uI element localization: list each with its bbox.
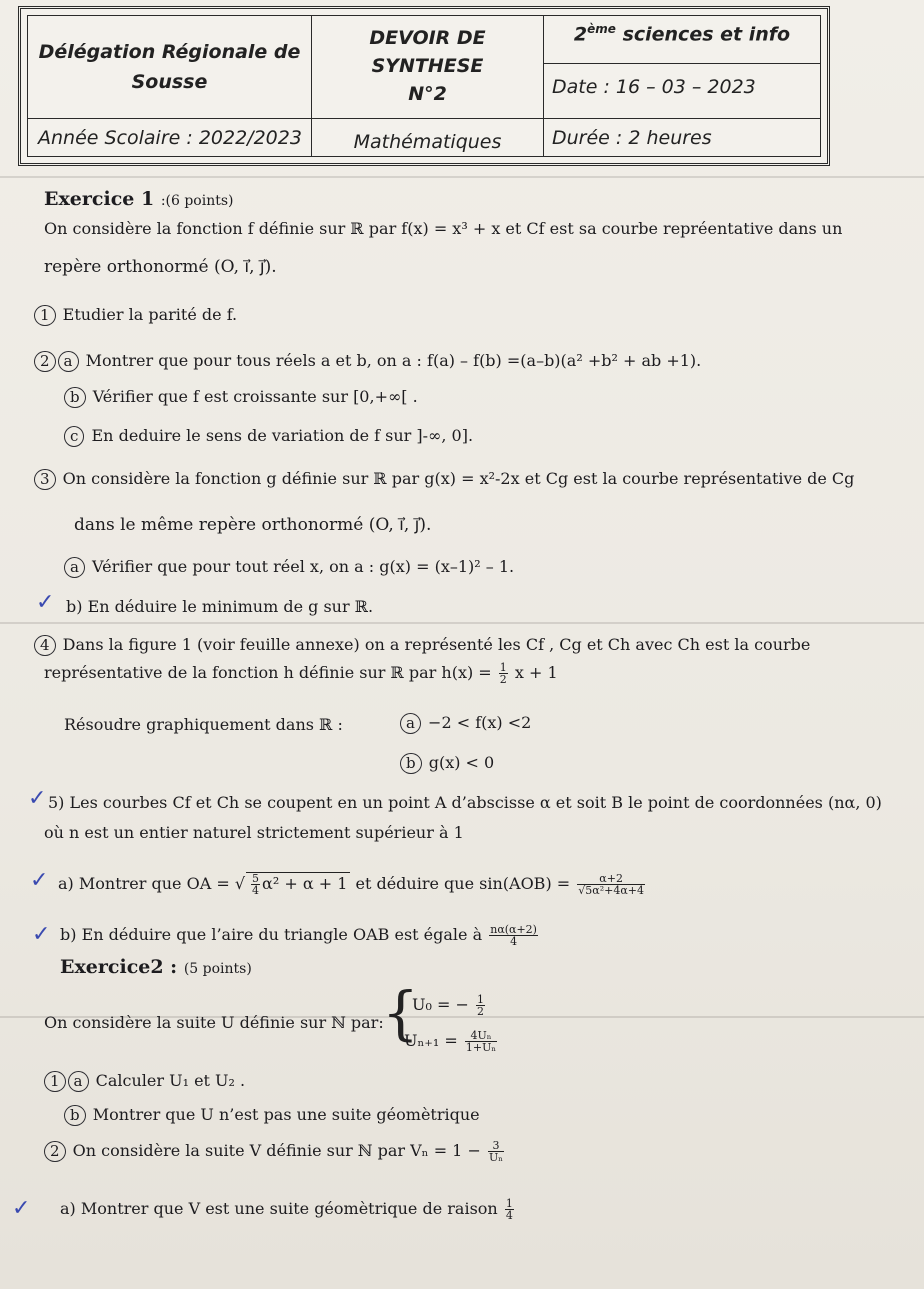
frac-num: nα(α+2)	[490, 923, 537, 936]
ex1-question-5-line2: où n est un entier naturel strictement supérieur à 1	[44, 823, 464, 842]
exercise-1-heading: Exercice 1	[44, 188, 155, 210]
ex1-intro-line2: repère orthonormé (O, i⃗, j⃗).	[44, 257, 277, 277]
vn-fraction	[488, 1140, 504, 1163]
frac-den: 2	[476, 1005, 484, 1018]
ex2-question-1a	[44, 1070, 245, 1092]
q4-text-line1: Dans la figure 1 (voir feuille annexe) on a représenté les Cf , Cg et Ch avec Ch est la courbe	[62, 635, 811, 654]
q5b-text: b) En déduire que l’aire du triangle OAB est égale à	[60, 925, 483, 944]
q4b-label-circle: b	[400, 753, 422, 774]
ex1-question-4	[34, 634, 810, 656]
ex2-q2-number-circle: 2	[44, 1141, 66, 1162]
ex1-question-4b	[400, 752, 494, 774]
q3a-label-circle: a	[64, 557, 85, 578]
ex1-question-5-line1: 5) Les courbes Cf et Ch se coupent en un point A d’abscisse α et soit B le point de coordonnées (nα, 0)	[48, 793, 882, 812]
ex1-question-3	[34, 468, 854, 490]
q4-number-circle: 4	[34, 635, 56, 656]
exam-header-table	[18, 6, 830, 166]
exercise-2-points: (5 points)	[183, 961, 252, 977]
frac-num: α+2	[577, 873, 645, 885]
q2a-text: Montrer que pour tous réels a et b, on a : f(a) – f(b) =(a–b)(a² +b² + ab +1).	[85, 351, 702, 370]
ex1-question-3-line2: dans le même repère orthonormé (O, i⃗, j⃗).	[74, 515, 432, 535]
devoir-cell	[312, 16, 544, 119]
delegation-cell: Délégation Régionale de Sousse	[28, 16, 312, 119]
ex2-u0	[412, 994, 487, 1017]
exercise-1-title	[44, 188, 234, 212]
u0-text: U₀ = −	[412, 995, 469, 1014]
q4-text-end: x + 1	[514, 663, 558, 682]
un1-fraction	[465, 1030, 497, 1053]
ex2-un1	[404, 1030, 499, 1053]
frac-num: 4Uₙ	[465, 1030, 497, 1042]
ex1-question-2b	[64, 386, 418, 408]
exercise-2-title	[60, 956, 252, 980]
q3-number-circle: 3	[34, 469, 56, 490]
ex1-question-4-line2	[44, 662, 558, 685]
q5a-text-start: a) Montrer que OA =	[58, 874, 230, 893]
class-label: sciences et info	[622, 23, 791, 46]
frac-den: 4	[510, 935, 518, 948]
check-mark-icon: ✓	[32, 922, 51, 947]
frac-den: 4	[505, 1209, 513, 1222]
frac-den: 4	[252, 884, 260, 897]
ex2-q1-number-circle: 1	[44, 1071, 66, 1092]
q5a-sqrt	[246, 872, 350, 896]
check-mark-icon: ✓	[36, 590, 55, 615]
ex1-question-3b: b) En déduire le minimum de g sur ℝ.	[66, 597, 374, 616]
ex2-q1a-label-circle: a	[68, 1071, 89, 1092]
devoir-title: DEVOIR DE SYNTHESE	[369, 27, 486, 77]
q1-text: Etudier la parité de f.	[62, 305, 238, 324]
q4-fraction	[499, 662, 508, 685]
ex2-q2a-text: a) Montrer que V est une suite géomètrique de raison	[60, 1199, 498, 1218]
date-cell: Date : 16 – 03 – 2023	[544, 64, 820, 119]
q2b-label-circle: b	[64, 387, 86, 408]
frac-num: 3	[488, 1140, 504, 1152]
q4b-text: g(x) < 0	[428, 753, 495, 772]
ex2-intro: On considère la suite U définie sur ℕ par:	[44, 1013, 384, 1032]
ratio-fraction	[505, 1198, 514, 1221]
ex2-question-2	[44, 1140, 506, 1163]
un1-text: Uₙ₊₁ =	[404, 1031, 458, 1050]
frac-den: Uₙ	[488, 1151, 503, 1164]
ex1-question-2a	[34, 350, 701, 372]
q1-number-circle: 1	[34, 305, 56, 326]
check-mark-icon: ✓	[12, 1196, 31, 1221]
ex1-question-1	[34, 304, 237, 326]
paper-fold	[0, 176, 924, 178]
u0-fraction	[476, 994, 485, 1017]
devoir-number: N°2	[408, 83, 447, 105]
class-number: 2	[573, 23, 588, 46]
ex1-question-5b	[60, 924, 540, 947]
q4-text-line2: représentative de la fonction h définie sur ℝ par h(x) =	[44, 663, 492, 682]
class-sup: ème	[587, 22, 616, 36]
exercise-1-points: :(6 points)	[160, 193, 234, 209]
q2b-text: Vérifier que f est croissante sur [0,+∞[ .	[92, 387, 418, 406]
frac-den: √5α²+4α+4	[578, 884, 644, 897]
q2c-text: En deduire le sens de variation de f sur ]-∞, 0].	[91, 426, 474, 445]
q2-number-circle: 2	[34, 351, 56, 372]
ex2-q2-text: On considère la suite V définie sur ℕ par Vₙ = 1 −	[72, 1141, 481, 1160]
ex2-q1a-text: Calculer U₁ et U₂ .	[95, 1071, 246, 1090]
frac-num: 1	[499, 661, 507, 674]
q5a-result-fraction	[577, 873, 645, 896]
frac-num: 1	[476, 993, 484, 1006]
ex2-q1b-text: Montrer que U n’est pas une suite géomètrique	[92, 1105, 480, 1124]
subject-cell: Mathématiques	[312, 119, 544, 156]
ex2-q1b-label-circle: b	[64, 1105, 86, 1126]
paper-fold	[0, 622, 924, 624]
duration-cell: Durée : 2 heures	[552, 127, 712, 149]
check-mark-icon: ✓	[28, 786, 47, 811]
ex1-intro-line1: On considère la fonction f définie sur ℝ par f(x) = x³ + x et Cf est sa courbe repréentative dans un	[44, 219, 843, 238]
ex1-question-4a	[400, 712, 531, 734]
ex2-question-1b	[64, 1104, 480, 1126]
q2a-label-circle: a	[58, 351, 79, 372]
q5a-sqrt-rest: α² + α + 1	[262, 874, 348, 893]
frac-num: 1	[505, 1197, 513, 1210]
q4a-label-circle: a	[400, 713, 421, 734]
q2c-label-circle: c	[64, 426, 84, 447]
exercise-2-heading: Exercice2 :	[60, 956, 178, 978]
ex1-question-2c	[64, 425, 473, 447]
ex1-question-4-resoudre: Résoudre graphiquement dans ℝ :	[64, 715, 343, 734]
frac-num: 5	[252, 872, 260, 885]
check-mark-icon: ✓	[30, 868, 49, 893]
class-cell	[544, 16, 820, 64]
frac-den: 1+Uₙ	[465, 1041, 497, 1054]
ex1-question-5a: a) Montrer que OA = √ $\frac{5}{4}$ α² + α + 1 et déduire que sin(AOB) = $\frac{\alpha+2}{\text{√5α²+4α+4}}$	[58, 872, 644, 897]
q5a-fraction	[251, 873, 260, 896]
ex1-question-3a	[64, 556, 514, 578]
q4a-text: −2 < f(x) <2	[428, 713, 532, 732]
q3a-text: Vérifier que pour tout réel x, on a : g(x) = (x–1)² – 1.	[92, 557, 515, 576]
q5b-fraction	[489, 924, 538, 947]
q5a-text-mid: et déduire que sin(AOB) =	[355, 874, 571, 893]
frac-den: 2	[499, 673, 507, 686]
school-year-cell: Année Scolaire : 2022/2023	[28, 119, 312, 156]
q3-text-line1: On considère la fonction g définie sur ℝ par g(x) = x²-2x et Cg est la courbe représentative de Cg	[62, 469, 855, 488]
ex2-question-2a	[60, 1198, 516, 1221]
system-brace: {	[382, 979, 419, 1047]
